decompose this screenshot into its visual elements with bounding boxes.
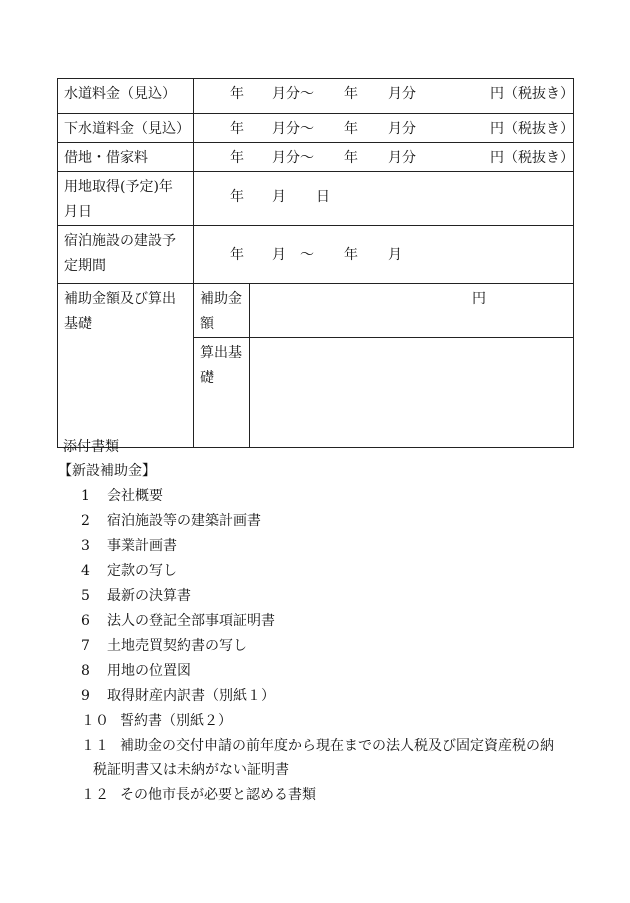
- year-from: 年: [230, 121, 244, 137]
- subsidy-label: 補助金額及び算出 基礎: [58, 284, 194, 448]
- construction-period-row: [58, 226, 574, 284]
- month-to: 月分: [388, 86, 416, 102]
- land-acquisition-row: [58, 172, 574, 226]
- water-fee-row: [58, 79, 574, 114]
- month-from: 月: [272, 247, 286, 263]
- month: 月: [272, 189, 286, 205]
- rent-fee-value: [194, 143, 574, 172]
- month-from: 月分～: [272, 150, 314, 166]
- day: 日: [316, 189, 330, 205]
- month-from: 月分～: [272, 121, 314, 137]
- construction-period-value: [194, 226, 574, 284]
- sewer-fee-label: 下水道料金（見込）: [58, 114, 194, 143]
- subsidy-amount-value: [250, 284, 574, 338]
- water-fee-label: 水道料金（見込）: [58, 79, 194, 114]
- attachments-heading: 【新設補助金】: [58, 463, 156, 479]
- land-acquisition-value: [194, 172, 574, 226]
- year-to: 年: [344, 121, 358, 137]
- sewer-fee-row: [58, 114, 574, 143]
- tilde: ～: [300, 247, 314, 263]
- year-from: 年: [230, 247, 244, 263]
- yen-tax-excluded: 円（税抜き）: [490, 150, 574, 166]
- year-to: 年: [344, 150, 358, 166]
- subsidy-amount-label: 補助金 額: [194, 284, 250, 338]
- calculation-basis-value: [250, 338, 574, 448]
- construction-period-label: 宿泊施設の建設予 定期間: [58, 226, 194, 284]
- month-to: 月: [388, 247, 402, 263]
- attachments-title: 添付書類: [63, 439, 119, 455]
- year-from: 年: [230, 86, 244, 102]
- yen-tax-excluded: 円（税抜き）: [490, 86, 574, 102]
- month-to: 月分: [388, 121, 416, 137]
- year-to: 年: [344, 247, 358, 263]
- yen: 円: [472, 291, 486, 307]
- year-to: 年: [344, 86, 358, 102]
- water-fee-value: [194, 79, 574, 114]
- calculation-basis-label: 算出基 礎: [194, 338, 250, 448]
- year-from: 年: [230, 150, 244, 166]
- year: 年: [230, 189, 244, 205]
- yen-tax-excluded: 円（税抜き）: [490, 121, 574, 137]
- rent-fee-label: 借地・借家料: [58, 143, 194, 172]
- application-form-table: [57, 78, 574, 448]
- month-from: 月分～: [272, 86, 314, 102]
- subsidy-amount-row: [58, 284, 574, 338]
- rent-fee-row: [58, 143, 574, 172]
- land-acquisition-label: 用地取得(予定)年 月日: [58, 172, 194, 226]
- month-to: 月分: [388, 150, 416, 166]
- sewer-fee-value: [194, 114, 574, 143]
